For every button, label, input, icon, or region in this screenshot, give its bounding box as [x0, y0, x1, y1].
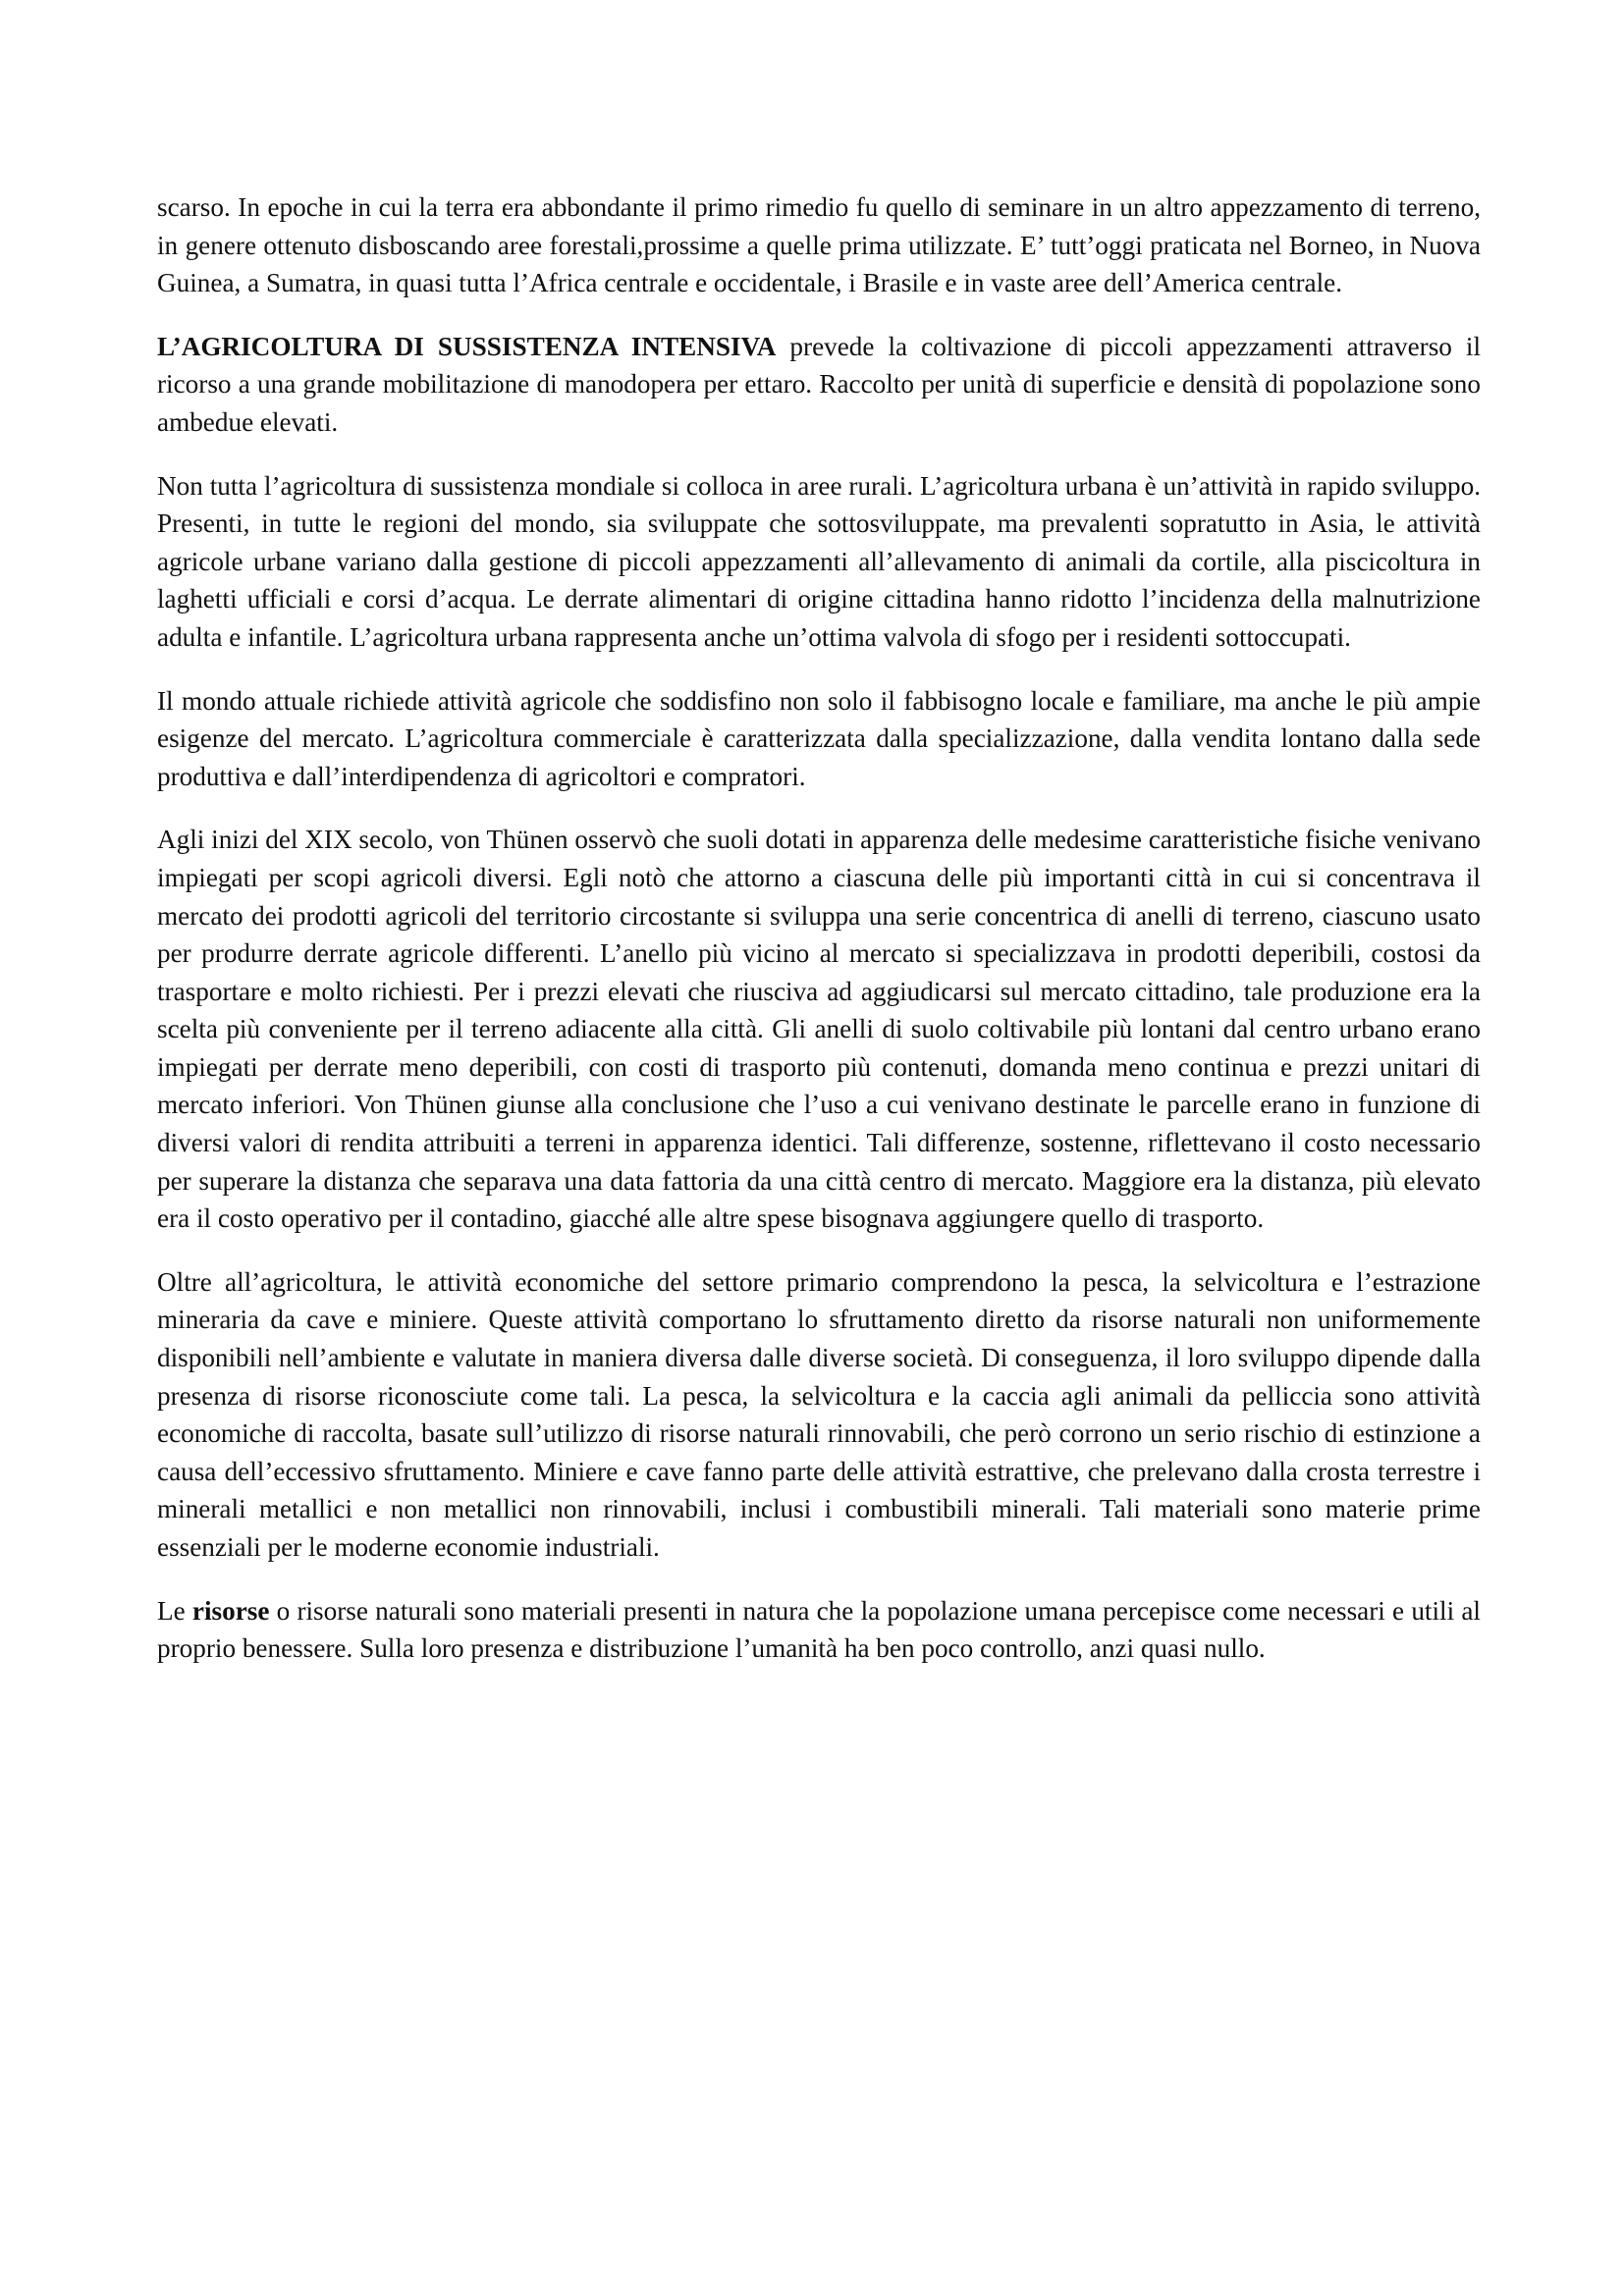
heading-intensive-subsistence: L’AGRICOLTURA DI SUSSISTENZA INTENSIVA — [157, 331, 777, 361]
paragraph-intensive-subsistence-text: prevede la coltivazione di piccoli appezzamenti attraverso il ricorso a una grande mobilitazione di manodopera per ettaro. Raccolto per unità di superficie e densità di popolazione sono ambedue elevati. — [157, 331, 1482, 437]
paragraph-commercial-agriculture: Il mondo attuale richiede attività agricole che soddisfino non solo il fabbisogno locale e familiare, ma anche le più ampie esigenze del mercato. L’agricoltura commerciale è caratterizzata dalla specializzazione, dalla vendita lontano dalla sede produttiva e dall’interdipendenza di agricoltori e compratori. — [157, 685, 1481, 791]
paragraph-primary-sector: Oltre all’agricoltura, le attività economiche del settore primario comprendono la pesca, la selvicoltura e l’estrazione mineraria da cave e miniere. Queste attività comportano lo sfruttamento diretto da risorse naturali non uniformemente disponibili nell’ambiente e valutate in maniera diversa dalle diverse società. Di conseguenza, il loro sviluppo dipende dalla presenza di risorse riconosciute come tali. La pesca, la selvicoltura e la caccia agli animali da pelliccia sono attività economiche di raccolta, basate sull’utilizzo di risorse naturali rinnovabili, che però corrono un serio rischio di estinzione a causa dell’eccessivo sfruttamento. Miniere e cave fanno parte delle attività estrattive, che prelevano dalla crosta terrestre i minerali metallici e non metallici non rinnovabili, inclusi i combustibili minerali. Tali materiali sono materie prime essenziali per le moderne economie industriali. — [157, 1266, 1481, 1562]
paragraph-intensive-subsistence — [157, 328, 1481, 442]
paragraph-resources-intro: Le — [157, 1595, 192, 1626]
paragraph-shifting-cultivation: scarso. In epoche in cui la terra era abbondante il primo rimedio fu quello di seminare in un altro appezzamento di terreno, in genere ottenuto disboscando aree forestali,prossime a quelle prima utilizzate. E’ tutt’oggi praticata nel Borneo, in Nuova Guinea, a Sumatra, in quasi tutta l’Africa centrale e occidentale, i Brasile e in vaste aree dell’America centrale. — [157, 192, 1481, 298]
term-risorse: risorse — [191, 1595, 270, 1626]
paragraph-resources-text: o risorse naturali sono materiali presenti in natura che la popolazione umana percepisce come necessari e utili al proprio benessere. Sulla loro presenza e distribuzione l’umanità ha ben poco controllo, anzi quasi nullo. — [157, 1595, 1481, 1664]
paragraph-resources — [157, 1592, 1481, 1668]
document-page — [157, 188, 1481, 1693]
paragraph-urban-agriculture: Non tutta l’agricoltura di sussistenza mondiale si colloca in aree rurali. L’agricoltura urbana è un’attività in rapido sviluppo. Presenti, in tutte le regioni del mondo, sia sviluppate che sottosviluppate, ma prevalenti sopratutto in Asia, le attività agricole urbane variano dalla gestione di piccoli appezzamenti all’allevamento di animali da cortile, alla piscicoltura in laghetti ufficiali e corsi d’acqua. Le derrate alimentari di origine cittadina hanno ridotto l’incidenza della malnutrizione adulta e infantile. L’agricoltura urbana rappresenta anche un’ottima valvola di sfogo per i residenti sottoccupati. — [157, 470, 1481, 652]
paragraph-von-thunen: Agli inizi del XIX secolo, von Thünen osservò che suoli dotati in apparenza delle medesime caratteristiche fisiche venivano impiegati per scopi agricoli diversi. Egli notò che attorno a ciascuna delle più importanti città in cui si concentrava il mercato dei prodotti agricoli del territorio circostante si sviluppa una serie concentrica di anelli di terreno, ciascuno usato per produrre derrate agricole differenti. L’anello più vicino al mercato si specializzava in prodotti deperibili, costosi da trasportare e molto richiesti. Per i prezzi elevati che riusciva ad aggiudicarsi sul mercato cittadino, tale produzione era la scelta più conveniente per il terreno adiacente alla città. Gli anelli di suolo coltivabile più lontani dal centro urbano erano impiegati per derrate meno deperibili, con costi di trasporto più contenuti, domanda meno continua e prezzi unitari di mercato inferiori. Von Thünen giunse alla conclusione che l’uso a cui venivano destinate le parcelle erano in funzione di diversi valori di rendita attribuiti a terreni in apparenza identici. Tali differenze, sostenne, riflettevano il costo necessario per superare la distanza che separava una data fattoria da una città centro di mercato. Maggiore era la distanza, più elevato era il costo operativo per il contadino, giacché alle altre spese bisognava aggiungere quello di trasporto. — [157, 825, 1481, 1234]
